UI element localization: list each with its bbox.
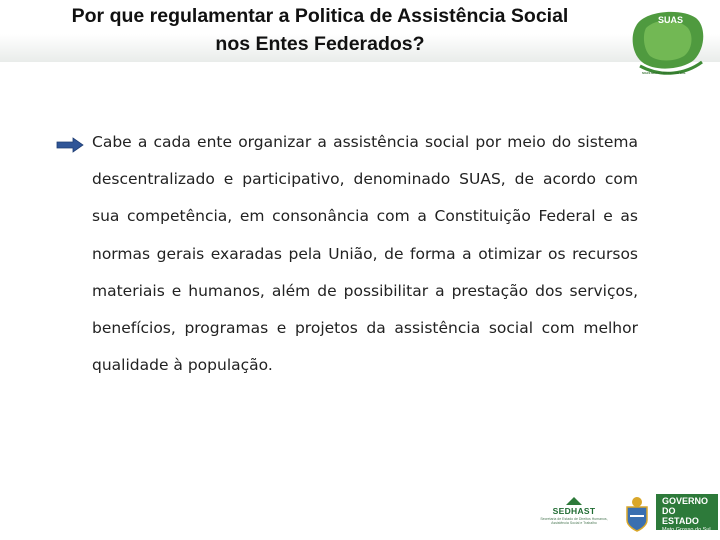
body-paragraph: Cabe a cada ente organizar a assistência social por meio do sistema descentralizado e participativo, denominado SUAS, de acordo com sua competência, em consonância com a Constituição Federal e as normas gerais exaradas pela União, de forma a otimizar os recursos materiais e humanos, além de possibilitar a prestação dos serviços, benefícios, programas e projetos da assistência social com melhor qualidade à população. xyxy=(92,133,638,375)
governo-logo xyxy=(656,494,718,533)
arrow-bullet-icon xyxy=(56,137,84,153)
suas-logo xyxy=(622,4,714,78)
suas-logo-ribbon-text: SUAS MATO GROSSO DO SUL xyxy=(642,71,686,75)
governo-line-2: DO ESTADO xyxy=(662,506,699,526)
sedhast-emblem-icon xyxy=(564,496,584,506)
sedhast-name: SEDHAST xyxy=(552,506,596,516)
slide-title xyxy=(40,2,600,58)
coat-of-arms-icon xyxy=(622,494,652,534)
title-line-2: nos Entes Federados? xyxy=(215,33,425,55)
sedhast-subtitle: Secretaria de Estado de Direitos Humanos, Assistência Social e Trabalho xyxy=(540,517,608,525)
title-line-1: Por que regulamentar a Politica de Assistência Social xyxy=(71,5,569,27)
governo-line-1: GOVERNO xyxy=(662,496,709,506)
suas-logo-text: SUAS xyxy=(658,15,684,25)
governo-line-3: Mato Grosso do Sul xyxy=(662,527,711,533)
footer-logos xyxy=(532,494,720,540)
sedhast-logo xyxy=(532,494,616,534)
